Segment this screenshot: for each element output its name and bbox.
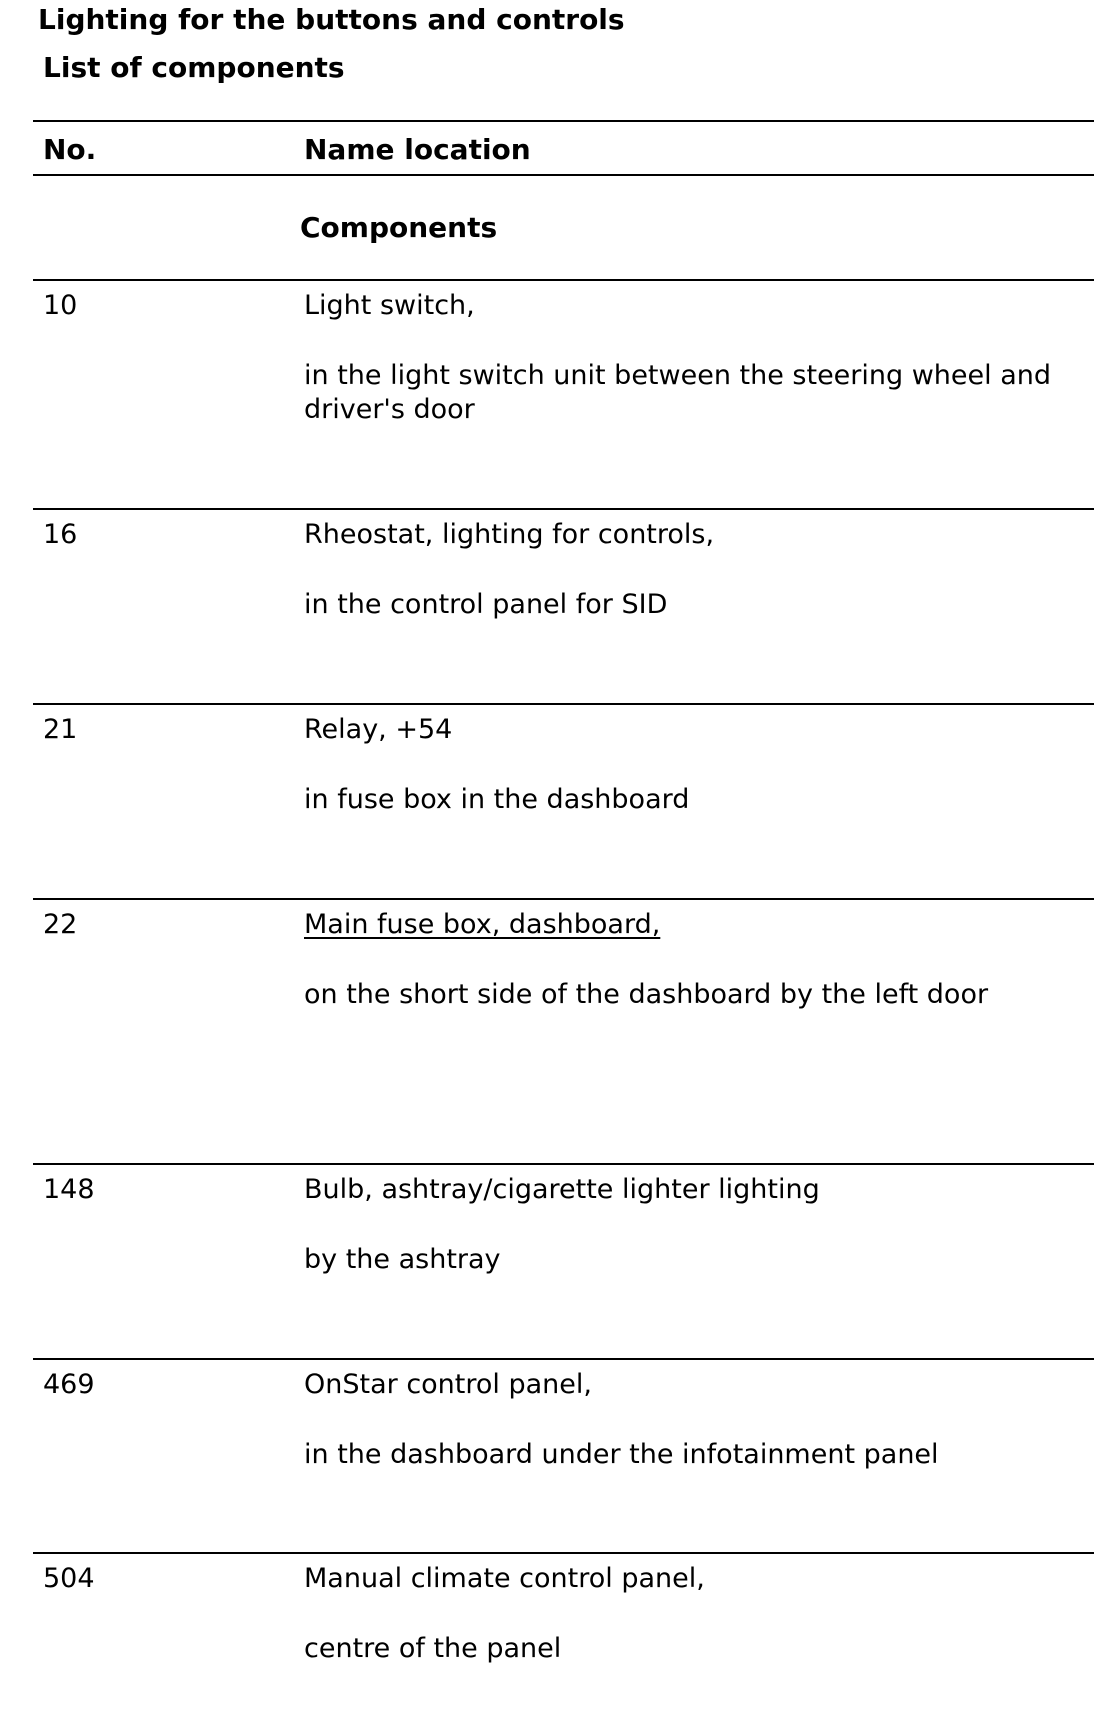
- row-number: 22: [43, 909, 78, 940]
- row-location: by the ashtray: [304, 1244, 501, 1275]
- row-name: Manual climate control panel,: [304, 1563, 705, 1594]
- row-name: Bulb, ashtray/cigarette lighter lighting: [304, 1174, 820, 1205]
- section-label-components: Components: [300, 211, 498, 244]
- row-location: in the control panel for SID: [304, 589, 668, 620]
- header-bottom-rule: [33, 174, 1094, 176]
- row-location: in fuse box in the dashboard: [304, 784, 690, 815]
- row-number: 21: [43, 714, 78, 745]
- row-location: in the light switch unit between the steering wheel and driver's door: [304, 360, 1052, 425]
- column-header-no: No.: [43, 133, 97, 166]
- row-divider: [33, 508, 1094, 510]
- row-name-link[interactable]: Main fuse box, dashboard,: [304, 909, 661, 940]
- row-name: Light switch,: [304, 290, 475, 321]
- row-name: Relay, +54: [304, 714, 453, 745]
- document-title: Lighting for the buttons and controls: [38, 3, 625, 36]
- row-number: 148: [43, 1174, 95, 1205]
- table-top-rule: [33, 120, 1094, 122]
- row-divider: [33, 703, 1094, 705]
- row-number: 469: [43, 1369, 95, 1400]
- row-location: in the dashboard under the infotainment panel: [304, 1439, 939, 1470]
- row-divider: [33, 1552, 1094, 1554]
- row-number: 504: [43, 1563, 95, 1594]
- row-divider: [33, 279, 1094, 281]
- row-divider: [33, 1163, 1094, 1165]
- row-number: 16: [43, 519, 78, 550]
- row-number: 10: [43, 290, 78, 321]
- column-header-name-location: Name location: [304, 133, 531, 166]
- row-divider: [33, 1358, 1094, 1360]
- row-name: Rheostat, lighting for controls,: [304, 519, 715, 550]
- row-location: on the short side of the dashboard by the left door: [304, 979, 989, 1010]
- row-divider: [33, 898, 1094, 900]
- row-location: centre of the panel: [304, 1633, 562, 1664]
- row-name: OnStar control panel,: [304, 1369, 592, 1400]
- document-subtitle: List of components: [43, 51, 345, 84]
